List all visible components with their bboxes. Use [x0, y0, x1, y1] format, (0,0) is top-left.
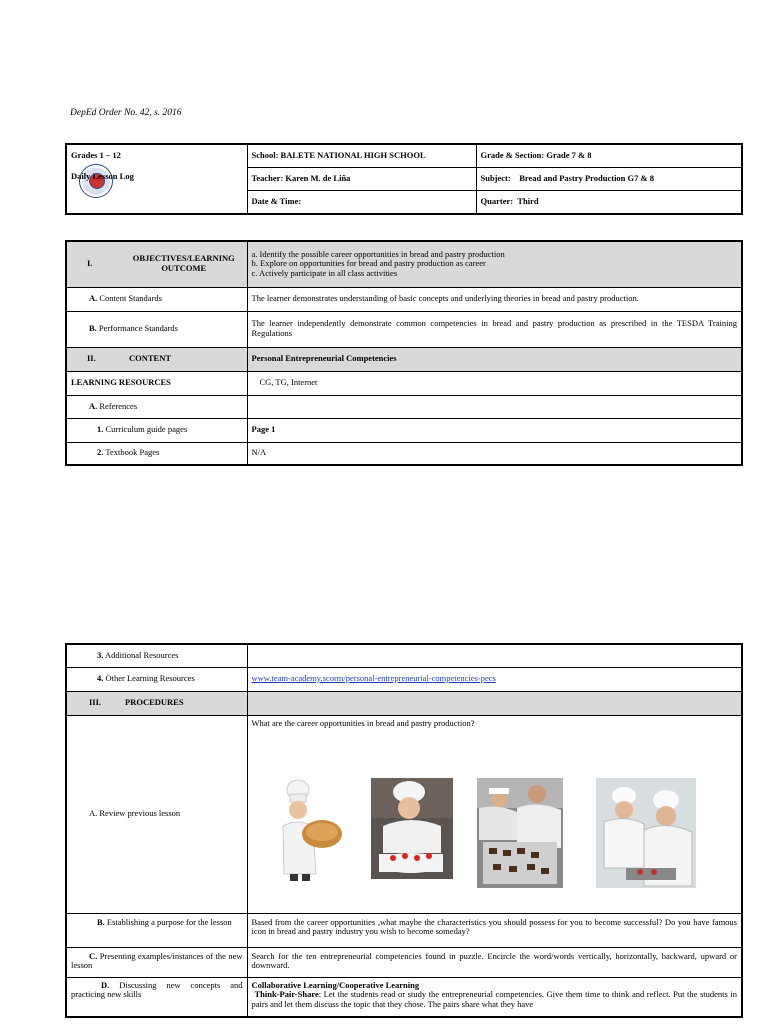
performance-standards-label: B. Performance Standards: [66, 311, 247, 347]
examples-row: [66, 947, 742, 977]
deped-order-number: DepEd Order No. 42, s. 2016: [70, 108, 182, 118]
quarter-label: Quarter:: [480, 196, 514, 207]
examples-label: C. Presenting examples/instances of the new lesson: [66, 947, 247, 977]
discussing-strategy: Think-Pair-Share: [254, 989, 319, 1000]
quarter-cell: [476, 191, 742, 215]
examples-text: Search for the ten entrepreneurial competencies found in puzzle. Encircle the word/words vertically, horizontally, backward, upward or downward.: [247, 947, 742, 977]
content-label: CONTENT: [129, 353, 172, 364]
additional-resources-value: [247, 644, 742, 667]
subject-value: Bread and Pastry Production G7 & 8: [519, 173, 654, 184]
discussing-content-cell: [247, 977, 742, 1017]
discussing-label: D. Discussing new concepts and practicing new skills: [66, 977, 247, 1017]
purpose-label: B. Establishing a purpose for the lesson: [66, 913, 247, 947]
textbook-pages-label: 2. Textbook Pages: [66, 442, 247, 465]
additional-resources-label: 3. Additional Resources: [66, 644, 247, 667]
review-label: A. Review previous lesson: [66, 715, 247, 913]
date-time-cell: Date & Time:: [247, 191, 476, 215]
grades-cell: [66, 144, 247, 214]
procedures-label-cell: [66, 691, 247, 715]
chefs-working-kitchen-photo: [596, 778, 696, 888]
objectives-label-cell: [66, 241, 247, 287]
procedures-value: [247, 691, 742, 715]
procedures-table: [65, 643, 743, 1018]
procedures-label: PROCEDURES: [125, 697, 184, 708]
objective-item: b. Explore on opportunities for bread and pastry production as career: [251, 258, 486, 269]
other-resources-link-cell: [247, 667, 742, 691]
other-resources-link[interactable]: www.team-academy.scorm/personal-entrepreneurial-competencies-pecs: [251, 673, 496, 684]
pastry-chef-decorating-cake-photo: [371, 778, 453, 888]
additional-resources-row: [66, 644, 742, 667]
other-resources-row: [66, 667, 742, 691]
content-standards-label: A. Content Standards: [66, 287, 247, 311]
review-row: [66, 715, 742, 913]
daily-lesson-log-label: Daily Lesson Log: [71, 171, 134, 181]
performance-standards-row: [66, 311, 742, 347]
learning-resources-row: [66, 371, 742, 395]
content-standards-row: [66, 287, 742, 311]
content-num: II.: [87, 353, 96, 364]
purpose-row: [66, 913, 742, 947]
chef-with-bread-photo: [278, 778, 348, 881]
content-text: Personal Entrepreneurial Competencies: [247, 347, 742, 371]
references-row: [66, 395, 742, 418]
learning-resources-label: LEARNING RESOURCES: [66, 371, 247, 395]
subject-cell: [476, 168, 742, 191]
objective-item: c. Actively participate in all class activities: [251, 268, 398, 279]
performance-standards-text: The learner independently demonstrate common competencies in bread and pastry production as prescribed in the TESDA Training Regulations: [247, 311, 742, 347]
content-row: [66, 347, 742, 371]
content-label-cell: [66, 347, 247, 371]
references-label: A. References: [66, 395, 247, 418]
objective-item: a. Identify the possible career opportunities in bread and pastry production: [251, 248, 505, 259]
discussing-text: : Let the students read or study the entrepreneurial competencies. Give them time to think and reflect. Put the students in pairs and let them discuss the topic that they chose. The pairs share what they have: [251, 989, 737, 1010]
school-cell: School: BALETE NATIONAL HIGH SCHOOL: [247, 144, 476, 168]
objectives-table: [65, 240, 743, 466]
quarter-value: Third: [517, 196, 539, 207]
discussing-heading: Collaborative Learning/Cooperative Learning: [251, 979, 420, 990]
objectives-num: I.: [87, 258, 93, 269]
objectives-row: [66, 241, 742, 287]
learning-resources-text: CG, TG, Internet: [247, 371, 742, 395]
curriculum-guide-row: [66, 418, 742, 442]
discussing-row: [66, 977, 742, 1017]
review-question: What are the career opportunities in bread and pastry production?: [251, 717, 475, 728]
teacher-cell: Teacher: Karen M. de Liña: [247, 168, 476, 191]
references-value: [247, 395, 742, 418]
procedures-row: [66, 691, 742, 715]
procedures-num: III.: [89, 697, 102, 708]
curriculum-guide-value: Page 1: [247, 418, 742, 442]
header-table: [65, 143, 743, 215]
objectives-label: OBJECTIVES/LEARNING OUTCOME: [132, 253, 235, 274]
purpose-text: Based from the career opportunities ,what maybe the characteristics you should possess for you to become successful? Do you have famous icon in bread and pastry industry you wish to become someday?: [247, 913, 742, 947]
subject-label: Subject:: [480, 173, 511, 184]
textbook-pages-row: [66, 442, 742, 465]
content-standards-text: The learner demonstrates understanding of basic concepts and underlying theories in bread and pastry production.: [247, 287, 742, 311]
other-resources-label: 4. Other Learning Resources: [66, 667, 247, 691]
review-content-cell: [247, 715, 742, 913]
chefs-plating-pastries-photo: [477, 778, 563, 888]
grades-label: Grades 1 – 12: [71, 150, 121, 160]
textbook-pages-value: N/A: [247, 442, 742, 465]
grade-section-cell: Grade & Section: Grade 7 & 8: [476, 144, 742, 168]
objectives-list-cell: [247, 241, 742, 287]
curriculum-guide-label: 1. Curriculum guide pages: [66, 418, 247, 442]
